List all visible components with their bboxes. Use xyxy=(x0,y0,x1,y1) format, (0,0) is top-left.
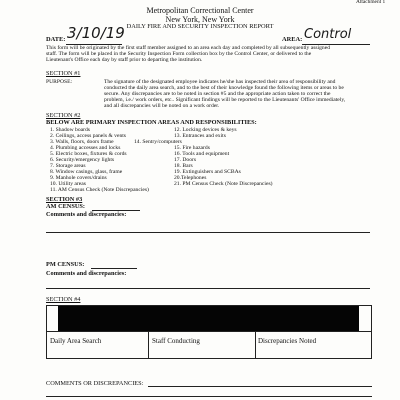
section3-heading: SECTION #3 xyxy=(46,196,83,203)
area-value: Control xyxy=(304,27,352,42)
area-item: 6. Security/emergency lights xyxy=(50,157,115,163)
area-item: 4. Plumbing accesses and locks xyxy=(50,145,121,151)
intro-line-3: Lieutenant's Office each day by staff prior to departing the institution. xyxy=(46,57,203,63)
purpose-line-4: problem, i.e./ work orders, etc.. Significant findings will be reported to the Lieutenants' Office immediately, xyxy=(104,97,346,103)
comments-line xyxy=(148,386,372,387)
section2-heading: SECTION #2 xyxy=(46,112,81,119)
am-census-label: AM CENSUS: xyxy=(46,203,86,210)
purpose-line-2: conducted the daily area search, and to the best of their knowledge found the following items or areas to be xyxy=(104,85,344,91)
date-label: DATE: xyxy=(46,36,66,43)
comments-line-2 xyxy=(46,396,372,397)
intro-line-1: This form will be originated by the first staff member assigned to an area each day and completed by all subsequently assigned xyxy=(46,45,331,51)
area-item: 12. Locking devices & keys xyxy=(174,127,237,133)
area-item: 19. Extinguishers and SCBAs xyxy=(174,169,241,175)
area-item: 11. AM Census Check (Note Discrepancies) xyxy=(50,187,149,193)
pm-comments-label: Comments and discrepancies: xyxy=(46,270,127,277)
area-label: AREA: xyxy=(282,36,303,43)
purpose-line-3: secure. Any discrepancies are to be noted in section #5 and the appropriate action taken to correct the xyxy=(104,91,331,97)
pm-census-label: PM CENSUS: xyxy=(46,261,85,268)
area-item: 8. Window casings, glass, frame xyxy=(50,169,123,175)
area-item: 21. PM Census Check (Note Discrepancies) xyxy=(174,181,273,187)
table-col-divider xyxy=(148,331,149,359)
attachment-label: Attachment 1 xyxy=(356,0,386,5)
am-comments-label: Comments and discrepancies: xyxy=(46,211,127,218)
table-row-divider xyxy=(46,331,372,332)
area-item: 14. Sentry/computers xyxy=(134,139,182,145)
institution-name: Metropolitan Correctional Center xyxy=(146,6,254,15)
pm-census-field xyxy=(91,268,137,269)
date-value: 3/10/19 xyxy=(67,24,125,42)
section4-heading: SECTION #4 xyxy=(46,296,81,303)
area-item: 1. Shadow boards xyxy=(50,127,90,133)
purpose-line-5: and all discrepancies will be noted on a work order. xyxy=(104,103,220,109)
area-item: 18. Bars xyxy=(174,163,193,169)
intro-line-2: staff. The form will be placed in the Security Inspection Form collection box by the Control Center, or delivered to the xyxy=(46,51,312,57)
area-item: 20.Telephones xyxy=(174,175,207,181)
area-item: 13. Entrances and exits xyxy=(174,133,226,139)
institution-city: New York, New York xyxy=(165,15,235,24)
area-item: 10. Utility areas xyxy=(50,181,86,187)
report-title: DAILY FIRE AND SECURITY INSPECTION REPORT xyxy=(126,23,274,30)
redaction-block xyxy=(58,306,359,331)
table-col-divider xyxy=(255,331,256,359)
area-item: 9. Manhole covers/drains xyxy=(50,175,107,181)
col-discrepancies-noted: Discrepancies Noted xyxy=(258,337,317,345)
pm-comments-line xyxy=(46,288,370,289)
area-item: 15. Fire hazards xyxy=(174,145,210,151)
area-item: 7. Storage areas xyxy=(50,163,86,169)
area-item: 2. Ceilings, access panels & vents xyxy=(50,133,126,139)
area-item: 16. Tools and equipment xyxy=(174,151,230,157)
comments-discrepancies-label: COMMENTS OR DISCREPANCIES: xyxy=(46,380,144,387)
area-item: 5. Electric boxes, fixtures & cords xyxy=(50,151,127,157)
area-item: 3. Walls, floors, doors frame xyxy=(50,139,114,145)
purpose-line-1: The signature of the designated employee indicates he/she has inspected their area of responsibility and xyxy=(104,79,336,85)
col-daily-area-search: Daily Area Search xyxy=(50,337,102,345)
col-staff-conducting: Staff Conducting xyxy=(152,337,200,345)
area-item: 17. Doors xyxy=(174,157,197,163)
section2-subheading: BELOW ARE PRIMARY INSPECTION AREAS AND RESPONSIBILITIES: xyxy=(46,119,257,126)
am-comments-line xyxy=(46,232,370,233)
purpose-label: PURPOSE: xyxy=(46,79,73,85)
section1-heading: SECTION #1 xyxy=(46,70,81,77)
